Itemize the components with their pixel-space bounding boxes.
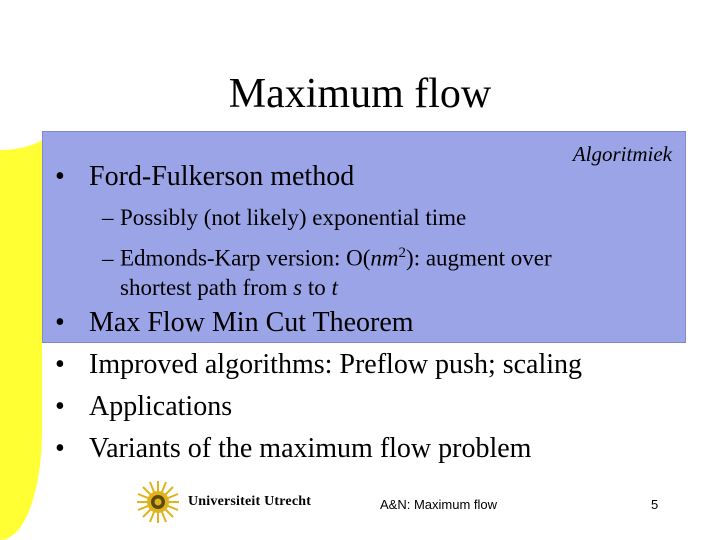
bullet-text: Improved algorithms: Preflow push; scaling <box>89 349 583 380</box>
page-number: 5 <box>651 497 659 512</box>
bullet-improved-algorithms <box>55 348 582 382</box>
bullet-marker: • <box>55 433 65 464</box>
bullet-marker: • <box>55 161 65 192</box>
course-tag: Algoritmiek <box>572 142 672 166</box>
ek-var: nm <box>370 245 399 271</box>
ek-line2-prefix: shortest path from <box>120 274 294 300</box>
bullet-variants <box>55 432 531 466</box>
university-name: Universiteit Utrecht <box>188 494 312 509</box>
sub-bullet-text: Possibly (not likely) exponential time <box>120 205 467 230</box>
bullet-ford-fulkerson <box>55 160 354 194</box>
bullet-text: Max Flow Min Cut Theorem <box>89 307 414 338</box>
ek-prefix: Edmonds-Karp version: O( <box>120 245 371 271</box>
bullet-text: Ford-Fulkerson method <box>89 161 355 192</box>
ek-sup: 2 <box>398 245 407 261</box>
ek-t: t <box>331 274 338 300</box>
ek-s: s <box>293 274 303 300</box>
bullet-text: Variants of the maximum flow problem <box>89 433 532 464</box>
bullet-marker: • <box>55 307 65 338</box>
bullet-marker: • <box>55 349 65 380</box>
slide-title: Maximum flow <box>228 71 492 117</box>
bullet-text: Applications <box>89 391 233 422</box>
ek-suffix: ): augment over <box>406 245 552 271</box>
bullet-applications <box>55 390 232 424</box>
sub-bullet-exponential <box>102 203 467 232</box>
dash-marker: – <box>102 205 114 230</box>
university-sun-logo-icon <box>136 480 180 524</box>
bullet-marker: • <box>55 391 65 422</box>
footer-title: A&N: Maximum flow <box>380 497 498 512</box>
ek-to: to <box>302 274 332 300</box>
dash-marker: – <box>102 245 114 271</box>
sub-bullet-edmonds-karp <box>102 239 552 302</box>
bullet-max-flow-min-cut <box>55 306 414 340</box>
